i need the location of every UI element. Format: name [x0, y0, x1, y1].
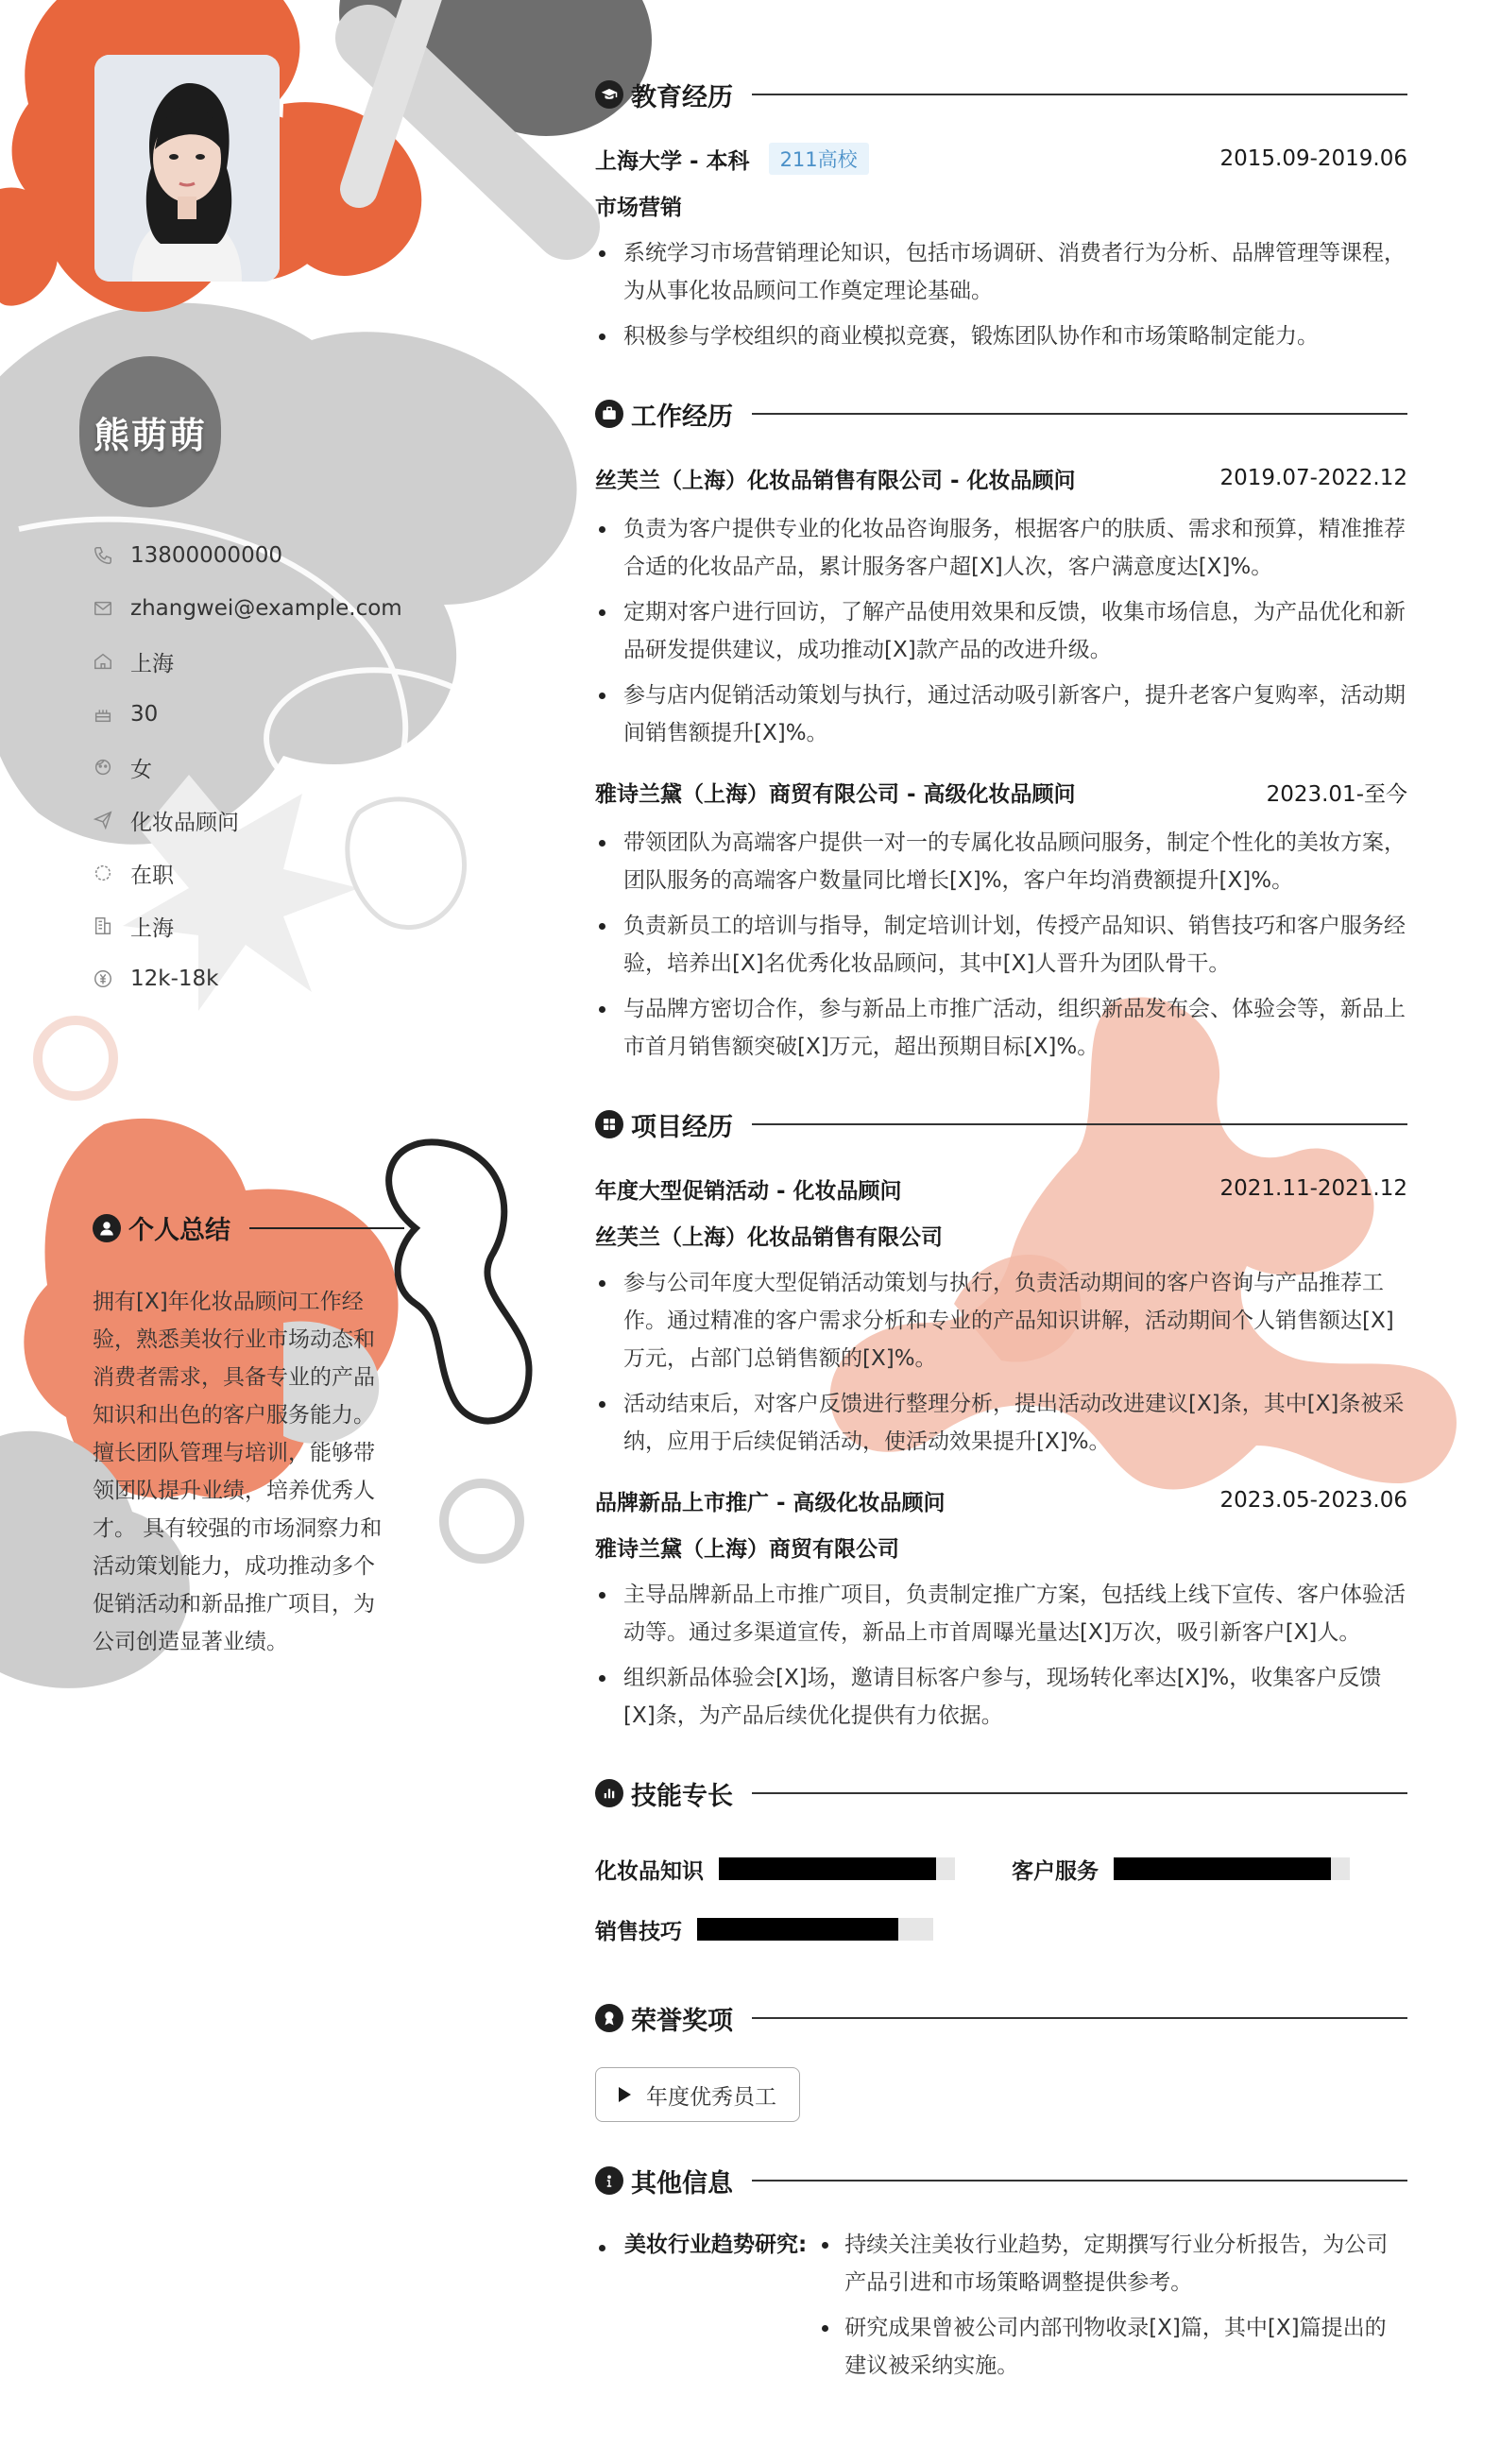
- list-item: 负责为客户提供专业的化妆品咨询服务，根据客户的肤质、需求和预算，精准推荐合适的化妆品产品，累计服务客户超[X]人次，客户满意度达[X]%。: [595, 510, 1407, 586]
- work-section: [595, 393, 1407, 1066]
- project-company: 雅诗兰黛（上海）商贸有限公司: [595, 1537, 899, 1562]
- awards-section: [595, 1997, 1407, 2122]
- list-item: 系统学习市场营销理论知识，包括市场调研、消费者行为分析、品牌管理等课程，为从事化妆品顾问工作奠定理论基础。: [595, 234, 1407, 310]
- work-header: [595, 393, 1407, 435]
- skill-label: 客户服务: [1012, 1858, 1099, 1884]
- play-icon: [619, 2087, 631, 2102]
- award-icon: [595, 2004, 623, 2032]
- job-bullets: [595, 824, 1407, 1066]
- job-bullets: [595, 510, 1407, 752]
- position-text: 化妆品顾问: [130, 810, 239, 835]
- skill-bar: [1114, 1857, 1350, 1880]
- contact-age: [93, 688, 470, 741]
- contact-position: [93, 794, 470, 847]
- school-name: [595, 143, 869, 175]
- award-item: [595, 2067, 800, 2122]
- summary-title: 个人总结: [128, 1216, 230, 1245]
- list-item: 主导品牌新品上市推广项目，负责制定推广方案，包括线上线下宣传、客户体验活动等。通过多渠道宣传，新品上市首周曝光量达[X]万次，吸引新客户[X]人。: [595, 1576, 1407, 1651]
- graduation-cap-icon: [595, 80, 623, 109]
- salary-text: 12k-18k: [130, 967, 219, 991]
- avatar-image: [94, 55, 280, 282]
- job-head: [595, 459, 1407, 497]
- list-item: 持续关注美妆行业趋势，定期撰写行业分析报告，为公司产品引进和市场策略调整提供参考。: [818, 2226, 1407, 2301]
- job-title: 雅诗兰黛（上海）商贸有限公司 - 高级化妆品顾问: [595, 781, 1076, 807]
- cake-icon: [93, 704, 113, 725]
- contact-list: [93, 529, 470, 1005]
- skill-label: 化妆品知识: [595, 1858, 704, 1884]
- bullet-dot: [599, 2245, 605, 2251]
- list-item: 研究成果曾被公司内部刊物收录[X]篇，其中[X]篇提出的建议被采纳实施。: [818, 2309, 1407, 2385]
- job-entry: [595, 459, 1407, 752]
- other-item: [595, 2226, 1407, 2392]
- other-section: [595, 2160, 1407, 2392]
- skill-fill: [697, 1918, 898, 1941]
- contact-phone: [93, 529, 470, 582]
- skill-bar: [719, 1857, 955, 1880]
- list-item: 与品牌方密切合作，参与新品上市推广活动，组织新品发布会、体验会等，新品上市首月销售额突破[X]万元，超出预期目标[X]%。: [595, 990, 1407, 1066]
- skills-header: [595, 1772, 1407, 1814]
- work-title: 工作经历: [631, 402, 733, 432]
- pale-ring: [38, 1020, 113, 1096]
- summary-header: [93, 1209, 404, 1246]
- projects-header: [595, 1104, 1407, 1145]
- education-date: 2015.09-2019.06: [1219, 146, 1407, 171]
- education-title: 教育经历: [631, 82, 733, 112]
- project-head: [595, 1481, 1407, 1519]
- gender-icon: [93, 757, 113, 778]
- skill-fill: [1114, 1857, 1331, 1880]
- candidate-name: 熊萌萌: [93, 414, 207, 456]
- divider: [752, 2017, 1407, 2019]
- education-entry-head: [595, 140, 1407, 178]
- gray-ring: [444, 1483, 520, 1559]
- education-bullets: [595, 234, 1407, 355]
- skill-label: 销售技巧: [595, 1919, 682, 1944]
- list-item: 参与店内促销活动策划与执行，通过活动吸引新客户，提升老客户复购率，活动期间销售额提升[X]%。: [595, 676, 1407, 752]
- skill-item: [595, 1854, 955, 1885]
- project-bullets: [595, 1576, 1407, 1735]
- gender-text: 女: [130, 757, 152, 782]
- contact-work-city: [93, 899, 470, 952]
- home-icon: [93, 651, 113, 672]
- divider: [752, 94, 1407, 95]
- list-item: 积极参与学校组织的商业模拟竞赛，锻炼团队协作和市场策略制定能力。: [595, 317, 1407, 355]
- project-title: 品牌新品上市推广 - 高级化妆品顾问: [595, 1490, 946, 1515]
- award-text: 年度优秀员工: [646, 2084, 776, 2110]
- skill-bar: [697, 1918, 933, 1941]
- contact-location: [93, 635, 470, 688]
- dark-squiggle: [389, 1142, 529, 1421]
- other-title: 其他信息: [631, 2168, 733, 2199]
- status-icon: [93, 863, 113, 883]
- user-icon: [93, 1214, 121, 1242]
- skill-item: [595, 1914, 933, 1945]
- projects-section: [595, 1104, 1407, 1735]
- projects-title: 项目经历: [631, 1112, 733, 1142]
- grid-icon: [595, 1110, 623, 1138]
- skill-item: [1012, 1854, 1350, 1885]
- divider: [752, 1792, 1407, 1794]
- send-icon: [93, 810, 113, 830]
- info-icon: [595, 2166, 623, 2195]
- skill-fill: [719, 1857, 936, 1880]
- contact-gender: [93, 741, 470, 794]
- contact-email: [93, 582, 470, 635]
- education-header: [595, 74, 1407, 115]
- email-text: zhangwei@example.com: [130, 596, 402, 621]
- salary-icon: [93, 968, 113, 989]
- contact-status: [93, 847, 470, 899]
- phone-text: 13800000000: [130, 543, 282, 568]
- other-bullets: [818, 2226, 1407, 2392]
- other-label: 美妆行业趋势研究:: [624, 2233, 808, 2257]
- awards-header: [595, 1997, 1407, 2039]
- age-text: 30: [130, 702, 159, 727]
- job-title: 丝芙兰（上海）化妆品销售有限公司 - 化妆品顾问: [595, 468, 1076, 493]
- job-entry: [595, 773, 1407, 1066]
- school-text: 上海大学 - 本科: [595, 148, 750, 174]
- skills-row: [595, 1839, 1407, 1899]
- divider: [752, 413, 1407, 415]
- school-tag: 211高校: [769, 143, 869, 175]
- job-head: [595, 773, 1407, 811]
- mail-icon: [93, 598, 113, 619]
- list-item: 带领团队为高端客户提供一对一的专属化妆品顾问服务，制定个性化的美妆方案，团队服务的高端客户数量同比增长[X]%，客户年均消费额提升[X]%。: [595, 824, 1407, 899]
- summary-text: 拥有[X]年化妆品顾问工作经验，熟悉美妆行业市场动态和消费者需求，具备专业的产品知识和出色的客户服务能力。擅长团队管理与培训，能够带领团队提升业绩，培养优秀人才。 具有较强的市场洞察力和活动策划能力，成功推动多个促销活动和新品推广项目，为公司创造显著业绩。: [93, 1290, 383, 1654]
- job-date: 2023.01-至今: [1266, 781, 1407, 807]
- name-badge: [79, 356, 221, 507]
- awards-title: 荣誉奖项: [631, 2006, 733, 2036]
- divider: [752, 2180, 1407, 2182]
- project-entry: [595, 1170, 1407, 1461]
- phone-icon: [93, 545, 113, 566]
- list-item: 活动结束后，对客户反馈进行整理分析，提出活动改进建议[X]条，其中[X]条被采纳，应用于后续促销活动，使活动效果提升[X]%。: [595, 1385, 1407, 1461]
- project-head: [595, 1170, 1407, 1207]
- briefcase-icon: [595, 400, 623, 428]
- divider: [752, 1123, 1407, 1125]
- list-item: 组织新品体验会[X]场，邀请目标客户参与，现场转化率达[X]%，收集客户反馈[X]条，为产品后续优化提供有力依据。: [595, 1659, 1407, 1735]
- other-header: [595, 2160, 1407, 2201]
- skills-section: [595, 1772, 1407, 1959]
- education-section: [595, 74, 1407, 355]
- avatar: [94, 55, 280, 282]
- skills-row: [595, 1899, 1407, 1959]
- building-icon: [93, 915, 113, 936]
- list-item: 负责新员工的培训与指导，制定培训计划，传授产品知识、销售技巧和客户服务经验，培养出[X]名优秀化妆品顾问，其中[X]人晋升为团队骨干。: [595, 907, 1407, 983]
- main-column: [595, 74, 1407, 2430]
- skills-title: 技能专长: [631, 1781, 733, 1811]
- location-text: 上海: [130, 651, 174, 676]
- project-title: 年度大型促销活动 - 化妆品顾问: [595, 1178, 902, 1204]
- list-item: 定期对客户进行回访，了解产品使用效果和反馈，收集市场信息，为产品优化和新品研发提供建议，成功推动[X]款产品的改进升级。: [595, 593, 1407, 669]
- job-date: 2019.07-2022.12: [1219, 466, 1407, 490]
- project-date: 2023.05-2023.06: [1219, 1488, 1407, 1513]
- bar-chart-icon: [595, 1779, 623, 1807]
- list-item: 参与公司年度大型促销活动策划与执行，负责活动期间的客户咨询与产品推荐工作。通过精准的客户需求分析和专业的产品知识讲解，活动期间个人销售额达[X]万元，占部门总销售额的[X]%。: [595, 1264, 1407, 1377]
- contact-salary: [93, 952, 470, 1005]
- project-entry: [595, 1481, 1407, 1735]
- project-date: 2021.11-2021.12: [1219, 1176, 1407, 1201]
- status-text: 在职: [130, 863, 174, 888]
- project-company: 丝芙兰（上海）化妆品销售有限公司: [595, 1225, 943, 1250]
- project-bullets: [595, 1264, 1407, 1461]
- divider: [249, 1227, 404, 1229]
- major: 市场营销: [595, 196, 682, 220]
- work-city-text: 上海: [130, 915, 174, 941]
